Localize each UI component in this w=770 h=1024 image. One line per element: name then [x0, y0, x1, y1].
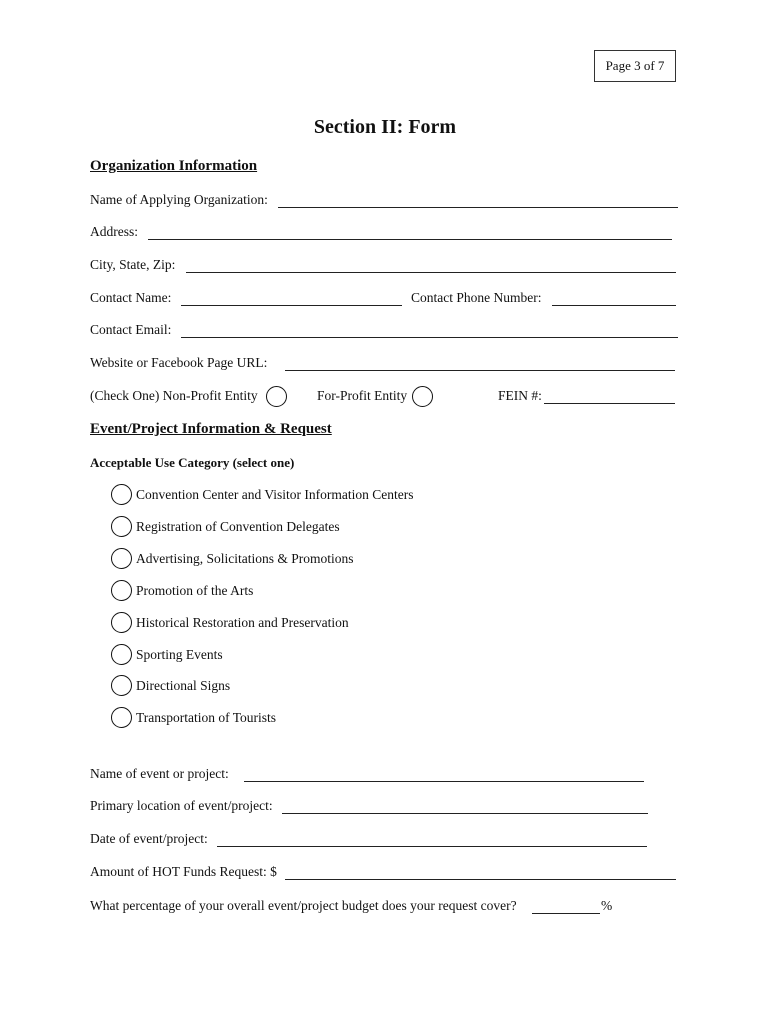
budget-percentage-label: What percentage of your overall event/project budget does your request cover? [90, 898, 517, 913]
hot-funds-field[interactable] [285, 879, 676, 880]
fein-field[interactable] [544, 403, 675, 404]
address-field[interactable] [148, 239, 672, 240]
event-name-field[interactable] [244, 781, 644, 782]
contact-phone-field[interactable] [552, 305, 676, 306]
category-label: Historical Restoration and Preservation [136, 615, 349, 630]
non-profit-radio[interactable] [266, 386, 287, 407]
event-date-field[interactable] [217, 846, 647, 847]
category-radio[interactable] [111, 675, 132, 696]
budget-percentage-field[interactable] [532, 913, 600, 914]
category-radio[interactable] [111, 612, 132, 633]
event-info-heading: Event/Project Information & Request [90, 421, 332, 437]
percent-sign: % [601, 898, 613, 913]
contact-email-field[interactable] [181, 337, 678, 338]
entity-check-label: (Check One) Non-Profit Entity [90, 388, 258, 403]
event-date-label: Date of event/project: [90, 831, 208, 846]
city-state-zip-label: City, State, Zip: [90, 257, 176, 272]
category-heading: Acceptable Use Category (select one) [90, 455, 295, 470]
event-location-field[interactable] [282, 813, 648, 814]
fein-label: FEIN #: [498, 388, 542, 403]
category-label: Sporting Events [136, 647, 223, 662]
website-label: Website or Facebook Page URL: [90, 355, 268, 370]
city-state-zip-field[interactable] [186, 272, 676, 273]
category-label: Convention Center and Visitor Information Centers [136, 487, 414, 502]
org-name-field[interactable] [278, 207, 678, 208]
category-label: Registration of Convention Delegates [136, 519, 340, 534]
contact-phone-label: Contact Phone Number: [411, 290, 542, 305]
event-name-label: Name of event or project: [90, 766, 229, 781]
for-profit-radio[interactable] [412, 386, 433, 407]
event-location-label: Primary location of event/project: [90, 798, 273, 813]
page-indicator: Page 3 of 7 [594, 50, 676, 82]
for-profit-label: For-Profit Entity [317, 388, 408, 403]
form-title: Section II: Form [313, 116, 457, 138]
category-radio[interactable] [111, 484, 132, 505]
category-radio[interactable] [111, 580, 132, 601]
hot-funds-label: Amount of HOT Funds Request: $ [90, 864, 277, 879]
category-label: Promotion of the Arts [136, 583, 254, 598]
category-label: Advertising, Solicitations & Promotions [136, 551, 354, 566]
contact-name-label: Contact Name: [90, 290, 172, 305]
address-label: Address: [90, 224, 138, 239]
category-label: Transportation of Tourists [136, 710, 277, 725]
category-radio[interactable] [111, 516, 132, 537]
category-radio[interactable] [111, 707, 132, 728]
category-label: Directional Signs [136, 678, 231, 693]
website-field[interactable] [285, 370, 675, 371]
category-radio[interactable] [111, 548, 132, 569]
category-radio[interactable] [111, 644, 132, 665]
contact-name-field[interactable] [181, 305, 402, 306]
org-name-label: Name of Applying Organization: [90, 192, 268, 207]
organization-info-heading: Organization Information [90, 158, 258, 174]
contact-email-label: Contact Email: [90, 322, 172, 337]
